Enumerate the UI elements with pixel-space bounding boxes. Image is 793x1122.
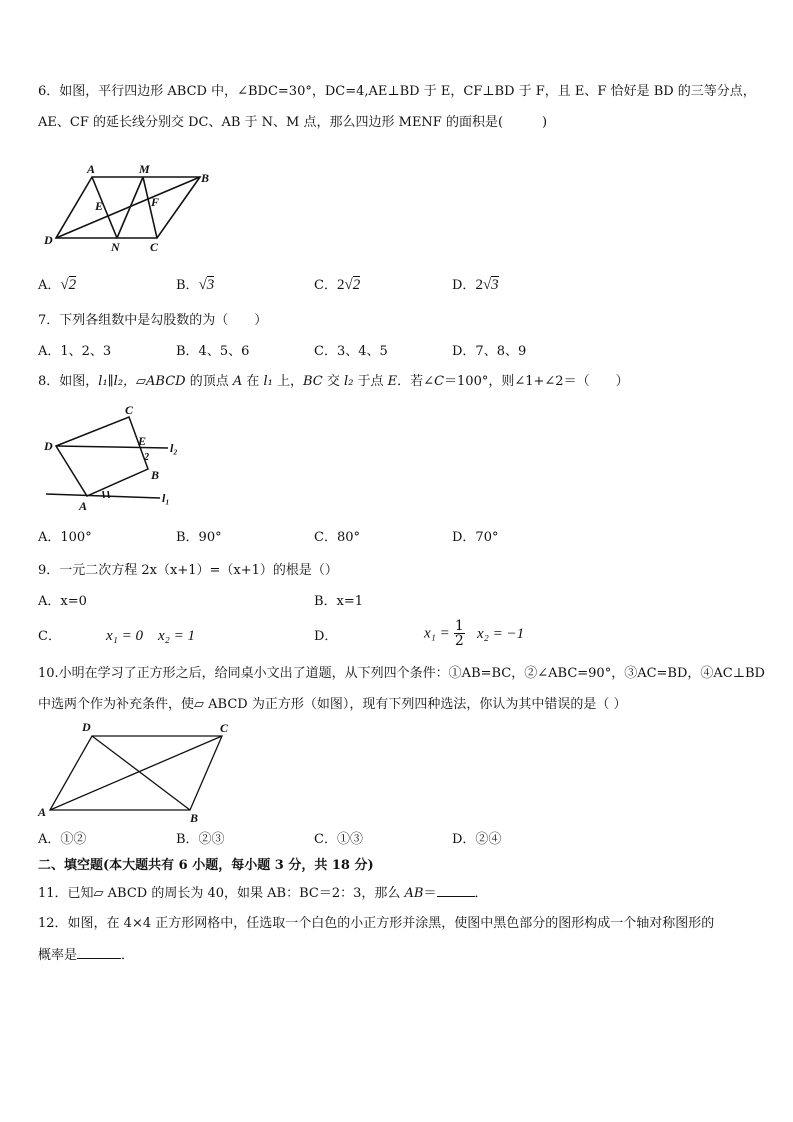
q10-option-d[interactable]: D．②④ xyxy=(452,832,502,847)
q8-stem-text: BC xyxy=(303,374,323,389)
q6-label-D: D xyxy=(44,233,53,247)
q8-stem-text: 的顶点 xyxy=(185,374,233,389)
q10-label-A: A xyxy=(38,805,47,819)
q6-option-d[interactable] xyxy=(452,276,499,295)
q9-fraction xyxy=(454,619,465,648)
q8-stem-text: ．若∠ xyxy=(397,374,435,389)
q6-option-letter: B． xyxy=(176,278,199,293)
sqrt-sign-icon: √ xyxy=(198,277,207,293)
q11-stem-text: AB xyxy=(404,886,424,901)
q8-option-d[interactable]: D．70° xyxy=(452,530,499,545)
sqrt-sign-icon: √ xyxy=(482,277,492,293)
q6-option-c[interactable] xyxy=(314,276,360,295)
q8-stem-text: 在 xyxy=(242,374,264,389)
q9-option-a[interactable]: A．x=0 xyxy=(38,594,87,609)
q11-stem-text: 11．已知▱ ABCD 的周长为 40，如果 AB：BC＝2：3，那么 xyxy=(38,886,405,901)
q7-option-d[interactable]: D．7、8、9 xyxy=(452,344,527,359)
q8-option-a[interactable]: A．100° xyxy=(38,530,92,545)
sqrt-sign-icon: √ xyxy=(60,277,69,293)
q9-stem: 9．一元二次方程 2x（x+1）=（x+1）的根是（） xyxy=(38,563,338,578)
q11-stem-text: ． xyxy=(474,886,488,901)
q8-parallel-lines-figure xyxy=(40,405,200,517)
q10-label-B: B xyxy=(190,811,199,825)
q8-stem-text: l₁∥l₂，▱ABCD xyxy=(98,374,186,389)
section-heading-fill-in: 二、填空题(本大题共有 6 小题，每小题 3 分，共 18 分) xyxy=(38,858,374,873)
q8-label-A: A xyxy=(79,499,88,513)
q8-stem-text: ＝100°，则∠1+∠2＝（ ） xyxy=(444,374,629,389)
q10-parallelogram-figure xyxy=(34,718,239,826)
q10-option-a[interactable]: A．①② xyxy=(38,832,87,847)
q9-option-letter: D． xyxy=(314,629,338,644)
q6-label-F: F xyxy=(151,195,160,209)
q12-stem-line2 xyxy=(38,946,134,965)
q8-stem-text: A xyxy=(232,374,243,389)
q7-option-b[interactable]: B．4、5、6 xyxy=(176,344,250,359)
q8-stem-text: 上， xyxy=(272,374,304,389)
q8-stem-text: E xyxy=(387,374,398,389)
q8-label-C: C xyxy=(125,405,134,417)
q8-stem-text: l₂ xyxy=(344,374,354,389)
q6-option-coef: 2 xyxy=(475,277,483,293)
q6-option-letter: A． xyxy=(38,278,61,293)
q9-option-d-x1: x₁ = xyxy=(424,625,450,642)
q6-option-radicand: 2 xyxy=(68,277,77,293)
q6-label-E: E xyxy=(95,199,104,213)
q10-label-C: C xyxy=(220,721,229,735)
q9-option-d-math xyxy=(424,619,524,648)
q6-label-M: M xyxy=(139,162,150,176)
q8-stem-text: l₁ xyxy=(263,374,273,389)
q10-stem-line2: 中选两个作为补充条件，使▱ ABCD 为正方形（如图），现有下列四种选法，你认为其中错误的是（ ） xyxy=(38,697,627,712)
q8-stem-text: 8．如图， xyxy=(38,374,99,389)
q6-option-b[interactable] xyxy=(176,276,214,295)
q8-stem-text: 交 xyxy=(322,374,345,389)
q11-stem xyxy=(38,884,488,903)
q9-option-letter: C． xyxy=(38,629,61,644)
q6-option-radicand: 3 xyxy=(491,277,499,293)
q12-stem-text: 概率是 xyxy=(38,948,78,963)
q7-option-c[interactable]: C．3、4、5 xyxy=(314,344,388,359)
q8-label-B: B xyxy=(151,468,160,482)
q9-option-b[interactable]: B．x=1 xyxy=(314,594,364,609)
q6-option-radicand: 2 xyxy=(352,277,361,293)
q7-option-a[interactable]: A．1、2、3 xyxy=(38,344,112,359)
q6-label-A: A xyxy=(87,162,96,176)
q6-option-a[interactable] xyxy=(38,276,76,295)
q8-stem-text: C xyxy=(434,374,445,389)
q10-stem-line1: 10.小明在学习了正方形之后，给同桌小文出了道题，从下列四个条件：①AB=BC，②∠ABC=90°，③AC=BD，④AC⊥BD xyxy=(38,666,765,681)
q9-fraction-numerator: 1 xyxy=(454,618,464,634)
q6-option-letter: D． xyxy=(452,278,476,293)
q9-fraction-denominator: 2 xyxy=(454,633,464,649)
q8-label-D: D xyxy=(44,439,53,453)
q6-option-radicand: 3 xyxy=(206,277,215,293)
q10-label-D: D xyxy=(82,720,91,734)
q11-stem-text: ＝ xyxy=(423,886,437,901)
q9-option-d[interactable] xyxy=(314,628,337,646)
q11-answer-blank[interactable] xyxy=(437,884,475,897)
q8-label-l2: l₂ xyxy=(170,441,178,455)
q10-option-b[interactable]: B．②③ xyxy=(176,832,225,847)
q6-stem-line2: AE、CF 的延长线分别交 DC、AB 于 N、M 点，那么四边形 MENF 的面积是( ) xyxy=(38,115,548,130)
sqrt-sign-icon: √ xyxy=(344,277,353,293)
q8-angle-2-label: 2 xyxy=(144,452,149,463)
q8-option-c[interactable]: C．80° xyxy=(314,530,360,545)
q9-option-c-math: x₁ = 0 x₂ = 1 xyxy=(106,628,195,644)
q7-stem: 7．下列各组数中是勾股数的为（ ） xyxy=(38,313,268,328)
q6-label-B: B xyxy=(201,171,210,185)
q8-label-E: E xyxy=(138,434,147,448)
q8-label-l1: l₁ xyxy=(162,491,170,505)
q6-parallelogram-figure xyxy=(40,160,230,255)
q8-option-b[interactable]: B．90° xyxy=(176,530,222,545)
q8-stem-text: 于点 xyxy=(353,374,388,389)
q6-label-N: N xyxy=(111,240,120,254)
q6-option-coef: 2 xyxy=(336,277,345,293)
q8-stem xyxy=(38,373,629,391)
q12-answer-blank[interactable] xyxy=(77,946,121,959)
q6-option-letter: C． xyxy=(314,278,337,293)
q12-stem-line1: 12．如图，在 4×4 正方形网格中，任选取一个白色的小正方形并涂黑，使图中黑色部分的图形构成一个轴对称图形的 xyxy=(38,916,715,931)
q9-option-d-x2: x₂ = −1 xyxy=(476,625,525,642)
q6-stem-line1: 6．如图，平行四边形 ABCD 中，∠BDC=30°，DC=4,AE⊥BD 于 E，CF⊥BD 于 F，且 E、F 恰好是 BD 的三等分点， xyxy=(38,84,756,99)
q6-label-C: C xyxy=(150,240,159,254)
q12-stem-text: ． xyxy=(121,948,135,963)
q9-option-c[interactable] xyxy=(38,628,195,646)
q10-option-c[interactable]: C．①③ xyxy=(314,832,363,847)
